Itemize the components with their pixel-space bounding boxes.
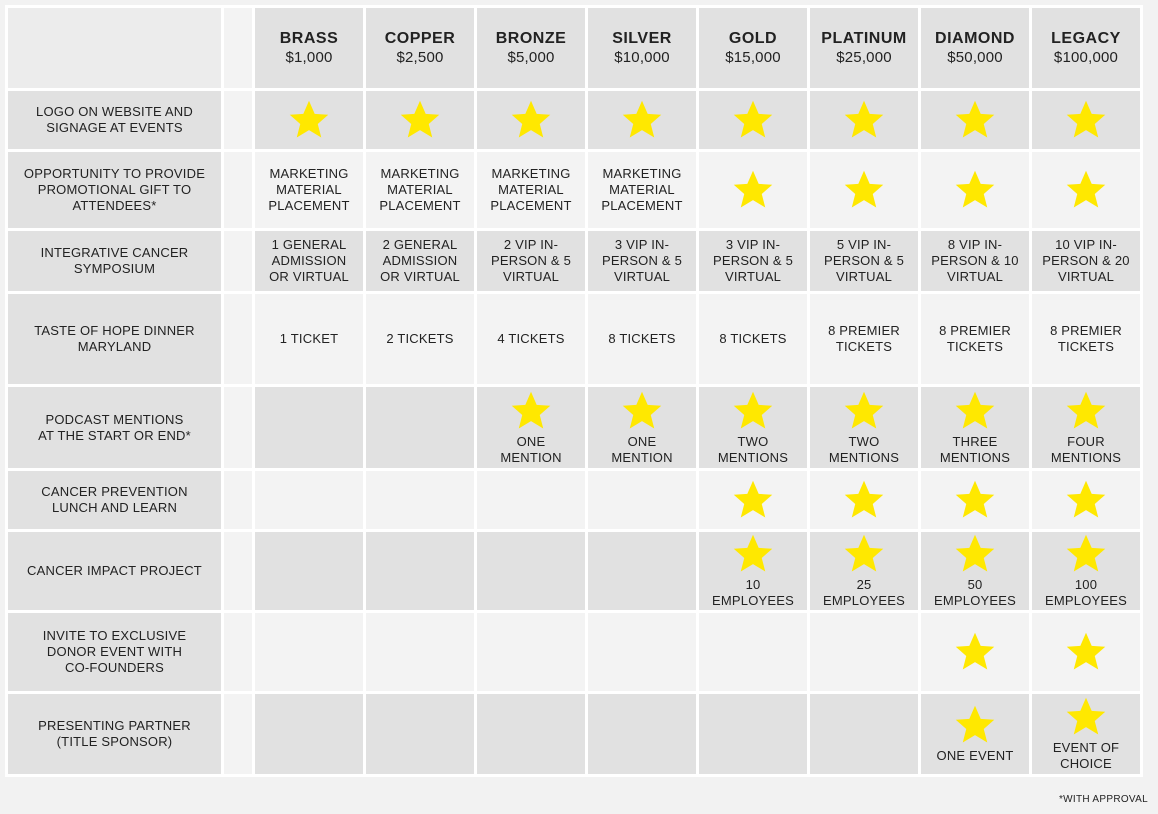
tier-price: $1,000 — [285, 49, 333, 66]
benefit-cell-platinum — [810, 613, 918, 691]
benefit-value: 8 TICKETS — [608, 331, 676, 346]
benefit-value: 100 EMPLOYEES — [1045, 577, 1127, 608]
benefit-row — [8, 471, 1140, 529]
benefit-value: EVENT OF CHOICE — [1052, 740, 1120, 771]
benefit-value: MARKETING MATERIAL PLACEMENT — [268, 166, 350, 213]
tier-name: BRONZE — [495, 30, 567, 47]
benefit-value: MARKETING MATERIAL PLACEMENT — [379, 166, 461, 213]
benefit-cell-silver — [588, 294, 696, 384]
benefit-cell-legacy — [1032, 471, 1140, 529]
benefit-cell-silver — [588, 231, 696, 291]
tier-price: $25,000 — [836, 49, 892, 66]
benefit-cell-diamond — [921, 91, 1029, 149]
benefit-value: 3 VIP IN-PERSON & 5 VIRTUAL — [712, 237, 794, 284]
benefit-cell-bronze — [477, 152, 585, 228]
tier-name: GOLD — [728, 30, 778, 47]
tier-name: DIAMOND — [935, 30, 1015, 47]
benefit-cell-gold — [699, 294, 807, 384]
star-icon — [732, 390, 774, 432]
benefit-cell-copper — [366, 91, 474, 149]
header-gap — [224, 8, 252, 88]
benefit-cell-platinum — [810, 532, 918, 610]
benefit-label-line: SIGNAGE AT EVENTS — [46, 120, 183, 135]
benefit-cell-brass — [255, 471, 363, 529]
benefit-cell-diamond — [921, 152, 1029, 228]
benefit-row — [8, 532, 1140, 610]
benefit-value: 10 VIP IN-PERSON & 20 VIRTUAL — [1042, 237, 1130, 284]
tier-price: $2,500 — [396, 49, 444, 66]
benefit-cell-brass — [255, 231, 363, 291]
benefit-cell-diamond — [921, 613, 1029, 691]
star-icon — [510, 390, 552, 432]
star-icon — [1065, 479, 1107, 521]
star-icon — [954, 479, 996, 521]
tier-name: BRASS — [279, 30, 339, 47]
benefit-cell-bronze — [477, 387, 585, 468]
tier-header-diamond — [921, 8, 1029, 88]
row-gap — [224, 152, 252, 228]
tier-header-platinum — [810, 8, 918, 88]
star-icon — [843, 390, 885, 432]
benefit-cell-gold — [699, 231, 807, 291]
benefit-value: 25 EMPLOYEES — [823, 577, 905, 608]
tier-price: $10,000 — [614, 49, 670, 66]
tier-header-brass — [255, 8, 363, 88]
benefit-label-line: CO-FOUNDERS — [65, 660, 164, 675]
star-icon — [1065, 169, 1107, 211]
benefit-cell-copper — [366, 694, 474, 774]
benefit-cell-silver — [588, 532, 696, 610]
benefit-cell-bronze — [477, 231, 585, 291]
star-icon — [954, 169, 996, 211]
benefit-cell-silver — [588, 471, 696, 529]
benefit-cell-copper — [366, 471, 474, 529]
star-icon — [954, 704, 996, 746]
benefit-value: 4 TICKETS — [497, 331, 565, 346]
benefit-cell-copper — [366, 152, 474, 228]
tier-name: COPPER — [384, 30, 456, 47]
benefit-cell-gold — [699, 387, 807, 468]
star-icon — [1065, 696, 1107, 738]
benefit-label — [8, 231, 221, 291]
star-icon — [732, 533, 774, 575]
benefit-cell-gold — [699, 91, 807, 149]
benefit-cell-diamond — [921, 694, 1029, 774]
benefit-cell-bronze — [477, 294, 585, 384]
benefit-cell-copper — [366, 294, 474, 384]
benefit-label-line: ATTENDEES* — [72, 198, 157, 213]
row-gap — [224, 387, 252, 468]
footnote: *WITH APPROVAL — [1058, 794, 1148, 805]
benefit-cell-bronze — [477, 613, 585, 691]
star-icon — [732, 99, 774, 141]
tier-price: $15,000 — [725, 49, 781, 66]
benefit-cell-bronze — [477, 91, 585, 149]
benefit-row — [8, 694, 1140, 774]
tier-header-gold — [699, 8, 807, 88]
tier-name: LEGACY — [1051, 30, 1121, 47]
benefit-value: ONE MENTION — [611, 433, 673, 465]
star-icon — [843, 169, 885, 211]
benefit-value: 5 VIP IN-PERSON & 5 VIRTUAL — [823, 237, 905, 284]
benefit-value: 8 VIP IN-PERSON & 10 VIRTUAL — [931, 237, 1019, 284]
benefit-label — [8, 387, 221, 468]
benefit-label-line: (TITLE SPONSOR) — [56, 734, 173, 749]
star-icon — [1065, 99, 1107, 141]
tier-price: $50,000 — [947, 49, 1003, 66]
benefit-cell-diamond — [921, 231, 1029, 291]
star-icon — [954, 390, 996, 432]
tier-header-bronze — [477, 8, 585, 88]
benefit-cell-platinum — [810, 152, 918, 228]
benefit-label — [8, 613, 221, 691]
tier-header-silver — [588, 8, 696, 88]
row-gap — [224, 231, 252, 291]
benefit-label — [8, 294, 221, 384]
benefit-label-line: CANCER PREVENTION — [41, 484, 188, 499]
benefit-cell-brass — [255, 532, 363, 610]
star-icon — [732, 479, 774, 521]
benefit-cell-legacy — [1032, 532, 1140, 610]
sponsorship-tiers-table — [5, 5, 1143, 777]
star-icon — [954, 631, 996, 673]
star-icon — [1065, 390, 1107, 432]
benefit-label-line: AT THE START OR END* — [38, 427, 191, 443]
star-icon — [732, 169, 774, 211]
benefit-value: 10 EMPLOYEES — [712, 577, 794, 608]
benefit-row — [8, 231, 1140, 291]
benefit-value: MARKETING MATERIAL PLACEMENT — [490, 166, 572, 213]
benefit-cell-copper — [366, 387, 474, 468]
star-icon — [843, 533, 885, 575]
benefit-cell-gold — [699, 613, 807, 691]
benefit-label — [8, 91, 221, 149]
tier-price: $100,000 — [1053, 49, 1119, 66]
benefit-cell-platinum — [810, 471, 918, 529]
benefit-cell-copper — [366, 231, 474, 291]
benefit-cell-silver — [588, 613, 696, 691]
benefit-cell-copper — [366, 532, 474, 610]
benefit-label-line: MARYLAND — [77, 339, 152, 354]
benefit-cell-platinum — [810, 294, 918, 384]
benefit-value: ONE MENTION — [500, 433, 562, 465]
benefit-cell-copper — [366, 613, 474, 691]
star-icon — [954, 99, 996, 141]
benefit-value: 8 TICKETS — [719, 331, 787, 346]
benefit-value: 2 GENERAL ADMISSION OR VIRTUAL — [380, 237, 460, 284]
benefit-cell-diamond — [921, 471, 1029, 529]
benefit-label-line: INVITE TO EXCLUSIVE — [42, 628, 187, 643]
benefit-cell-silver — [588, 694, 696, 774]
row-gap — [224, 294, 252, 384]
row-gap — [224, 694, 252, 774]
benefit-rows — [8, 91, 1140, 774]
benefit-label-line: SYMPOSIUM — [73, 261, 156, 276]
row-gap — [224, 613, 252, 691]
star-icon — [1065, 533, 1107, 575]
tier-header-legacy — [1032, 8, 1140, 88]
benefit-cell-legacy — [1032, 694, 1140, 774]
benefit-cell-legacy — [1032, 294, 1140, 384]
benefit-cell-legacy — [1032, 231, 1140, 291]
benefit-cell-bronze — [477, 471, 585, 529]
star-icon — [510, 99, 552, 141]
benefit-cell-platinum — [810, 91, 918, 149]
benefit-cell-bronze — [477, 694, 585, 774]
row-gap — [224, 532, 252, 610]
benefit-value: FOUR MENTIONS — [1050, 433, 1122, 465]
benefit-label-line: PODCAST MENTIONS — [45, 411, 184, 427]
tier-price: $5,000 — [507, 49, 555, 66]
benefit-label — [8, 152, 221, 228]
benefit-cell-brass — [255, 91, 363, 149]
benefit-cell-brass — [255, 294, 363, 384]
benefit-row — [8, 613, 1140, 691]
benefit-value: MARKETING MATERIAL PLACEMENT — [601, 166, 683, 213]
benefit-cell-gold — [699, 471, 807, 529]
star-icon — [399, 99, 441, 141]
star-icon — [843, 99, 885, 141]
benefit-cell-brass — [255, 694, 363, 774]
benefit-value: 1 TICKET — [279, 331, 339, 346]
star-icon — [1065, 631, 1107, 673]
benefit-value: 8 PREMIER TICKETS — [939, 323, 1011, 354]
star-icon — [288, 99, 330, 141]
row-gap — [224, 471, 252, 529]
tier-name: SILVER — [612, 30, 672, 47]
benefit-cell-platinum — [810, 694, 918, 774]
benefit-cell-brass — [255, 152, 363, 228]
benefit-cell-gold — [699, 694, 807, 774]
benefit-value: ONE EVENT — [936, 748, 1014, 763]
tier-header-copper — [366, 8, 474, 88]
benefit-cell-gold — [699, 532, 807, 610]
benefit-cell-silver — [588, 387, 696, 468]
benefit-label-line: PRESENTING PARTNER — [38, 718, 191, 733]
benefit-cell-gold — [699, 152, 807, 228]
benefit-cell-platinum — [810, 231, 918, 291]
benefit-label-line: OPPORTUNITY TO PROVIDE — [23, 166, 206, 181]
benefit-cell-silver — [588, 91, 696, 149]
benefit-cell-diamond — [921, 294, 1029, 384]
benefit-value: 8 PREMIER TICKETS — [1050, 323, 1122, 354]
benefit-label — [8, 694, 221, 774]
benefit-label-line: LOGO ON WEBSITE AND — [36, 104, 193, 119]
benefit-label-line: LUNCH AND LEARN — [51, 500, 178, 515]
benefit-value: 2 VIP IN-PERSON & 5 VIRTUAL — [490, 237, 572, 284]
benefit-label-line: CANCER IMPACT PROJECT — [27, 563, 202, 578]
benefit-cell-diamond — [921, 532, 1029, 610]
benefit-cell-brass — [255, 387, 363, 468]
tier-header-row — [8, 8, 1140, 88]
benefit-cell-legacy — [1032, 152, 1140, 228]
benefit-label — [8, 471, 221, 529]
benefit-row — [8, 387, 1140, 468]
benefit-cell-diamond — [921, 387, 1029, 468]
benefit-label-line: INTEGRATIVE CANCER — [40, 245, 189, 260]
star-icon — [621, 390, 663, 432]
benefit-value: 1 GENERAL ADMISSION OR VIRTUAL — [269, 237, 349, 284]
benefit-label-line: DONOR EVENT WITH — [46, 644, 183, 659]
benefit-value: 8 PREMIER TICKETS — [828, 323, 900, 354]
benefit-label-line: TASTE OF HOPE DINNER — [34, 323, 195, 338]
benefit-value: 3 VIP IN-PERSON & 5 VIRTUAL — [601, 237, 683, 284]
benefit-label-line: PROMOTIONAL GIFT TO — [37, 182, 192, 197]
benefit-cell-legacy — [1032, 387, 1140, 468]
tier-name: PLATINUM — [821, 30, 907, 47]
benefit-row — [8, 152, 1140, 228]
benefit-cell-brass — [255, 613, 363, 691]
benefit-value: THREE MENTIONS — [939, 433, 1011, 465]
benefit-value: 2 TICKETS — [386, 331, 454, 346]
benefit-cell-platinum — [810, 387, 918, 468]
benefit-cell-bronze — [477, 532, 585, 610]
benefit-row — [8, 91, 1140, 149]
benefit-label — [8, 532, 221, 610]
benefit-value: TWO MENTIONS — [828, 433, 900, 465]
row-gap — [224, 91, 252, 149]
star-icon — [843, 479, 885, 521]
benefit-cell-silver — [588, 152, 696, 228]
benefit-cell-legacy — [1032, 613, 1140, 691]
benefit-cell-legacy — [1032, 91, 1140, 149]
benefit-value: 50 EMPLOYEES — [934, 577, 1016, 608]
star-icon — [621, 99, 663, 141]
star-icon — [954, 533, 996, 575]
header-corner — [8, 8, 221, 88]
benefit-row — [8, 294, 1140, 384]
benefit-value: TWO MENTIONS — [717, 433, 789, 465]
